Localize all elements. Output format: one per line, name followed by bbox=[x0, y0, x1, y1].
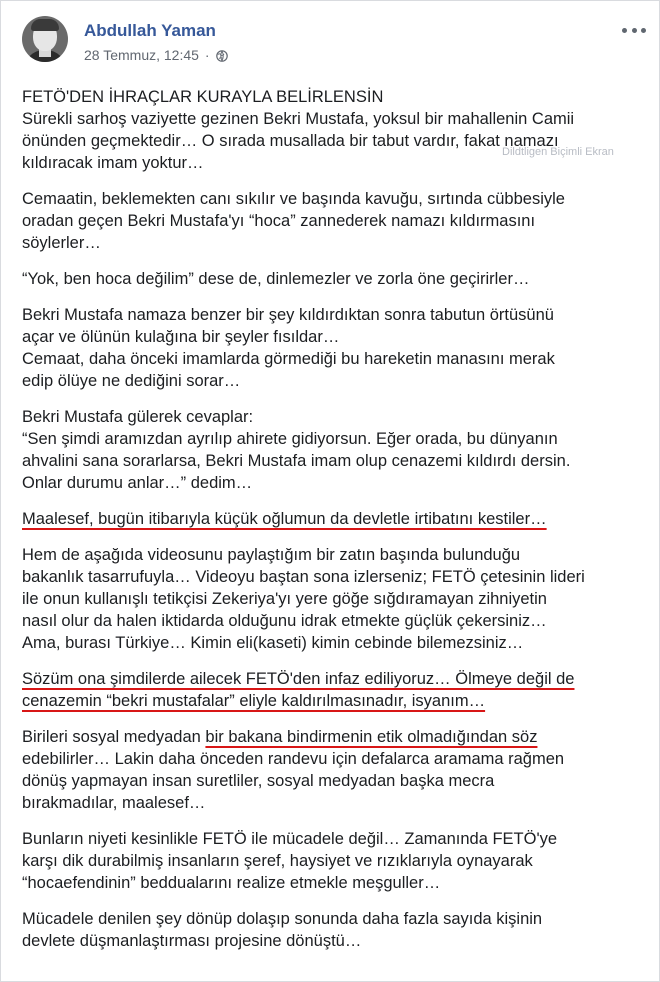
text-line: edebilirler… Lakin daha önceden randevu için defalarca aramama rağmen bbox=[22, 750, 565, 768]
text-line bbox=[22, 726, 644, 748]
text-line: dönüş yapmayan insan suretliler, sosyal medyadan başka mecra bbox=[22, 772, 495, 790]
text-line: Bunların niyeti kesinlikle FETÖ ile mücadele değil… Zamanında FETÖ'ye bbox=[22, 830, 558, 848]
meta-separator: · bbox=[204, 47, 210, 63]
author-name[interactable]: Abdullah Yaman bbox=[84, 21, 216, 40]
text-line: “hocaefendinin” beddualarını realize etmekle meşguller… bbox=[22, 874, 441, 892]
avatar[interactable] bbox=[22, 16, 68, 62]
paragraph-4 bbox=[22, 304, 644, 392]
text-line: ahvalini sana sorarlarsa, Bekri Mustafa imam olup cenazemi kıldırdı dersin. bbox=[22, 452, 571, 470]
text-line: Ama, burası Türkiye… Kimin eli(kaseti) kimin cebinde bilemezsiniz… bbox=[22, 634, 524, 652]
paragraph-1 bbox=[22, 86, 644, 174]
text-line: açar ve ölünün kulağına bir şeyler fısıldar… bbox=[22, 328, 340, 346]
text-line: Sürekli sarhoş vaziyette gezinen Bekri Mustafa, yoksul bir mahallenin Camii bbox=[22, 110, 575, 128]
text-segment: Birileri sosyal medyadan bbox=[22, 728, 206, 746]
paragraph-9 bbox=[22, 726, 644, 814]
post-body bbox=[22, 86, 644, 966]
globe-icon[interactable] bbox=[216, 49, 228, 61]
text-line: bırakmadılar, maalesef… bbox=[22, 794, 206, 812]
text-line: “Sen şimdi aramızdan ayrılıp ahirete gidiyorsun. Eğer orada, bu dünyanın bbox=[22, 430, 558, 448]
text-line: nasıl olur da halen iktidarda olduğunu idrak etmekte güçlük çekersiniz… bbox=[22, 612, 547, 630]
overlay-ghost-text: Dildtligen Biçimli Ekran bbox=[502, 146, 614, 158]
paragraph-8 bbox=[22, 668, 644, 712]
paragraph-10 bbox=[22, 828, 644, 894]
text-line: Onlar durumu anlar…” dedim… bbox=[22, 474, 253, 492]
paragraph-7 bbox=[22, 544, 644, 654]
underlined-text-line: Sözüm ona şimdilerde ailecek FETÖ'den infaz ediliyoruz… Ölmeye değil de bbox=[22, 670, 575, 688]
text-line: karşı dik durabilmiş insanların şeref, haysiyet ve rızıklarıyla oynayarak bbox=[22, 852, 533, 870]
post-meta bbox=[84, 47, 228, 63]
text-line: Bekri Mustafa gülerek cevaplar: bbox=[22, 408, 254, 426]
paragraph-2 bbox=[22, 188, 644, 254]
text-line: söylerler… bbox=[22, 234, 101, 252]
text-line: kıldıracak imam yoktur… bbox=[22, 154, 204, 172]
text-line: edip ölüye ne dediğini sorar… bbox=[22, 372, 241, 390]
text-line: Mücadele denilen şey dönüp dolaşıp sonunda daha fazla sayıda kişinin bbox=[22, 910, 543, 928]
text-line: Bekri Mustafa namaza benzer bir şey kıldırdıktan sonra tabutun örtüsünü bbox=[22, 306, 554, 324]
text-line: Cemaatin, beklemekten canı sıkılır ve başında kavuğu, sırtında cübbesiyle bbox=[22, 190, 565, 208]
text-line: bakanlık tasarrufuyla… Videoyu baştan sona izlerseniz; FETÖ çetesinin lideri bbox=[22, 568, 585, 586]
post-headline: FETÖ'DEN İHRAÇLAR KURAYLA BELİRLENSİN bbox=[22, 88, 384, 106]
text-line: oradan geçen Bekri Mustafa'yı “hoca” zannederek namazı kıldırmasını bbox=[22, 212, 536, 230]
text-line: Cemaat, daha önceki imamlarda görmediği bu hareketin manasını merak bbox=[22, 350, 555, 368]
avatar-hair bbox=[31, 19, 59, 31]
paragraph-5 bbox=[22, 406, 644, 494]
text-line: Hem de aşağıda videosunu paylaştığım bir zatın başında bulunduğu bbox=[22, 546, 521, 564]
underlined-text-line: cenazemin “bekri mustafalar” eliyle kaldırılmasınadır, isyanım… bbox=[22, 692, 486, 710]
post-date[interactable]: 28 Temmuz, 12:45 bbox=[84, 47, 199, 63]
underlined-text-segment: bir bakana bindirmenin etik olmadığından söz bbox=[205, 728, 538, 746]
text-line: “Yok, ben hoca değilim” dese de, dinlemezler ve zorla öne geçirirler… bbox=[22, 270, 530, 288]
paragraph-11 bbox=[22, 908, 644, 952]
paragraph-6 bbox=[22, 508, 644, 530]
paragraph-3 bbox=[22, 268, 644, 290]
text-line: ile onun kullanışlı tetikçisi Zekeriya'yı yere göğe sığdıramayan zihniyetin bbox=[22, 590, 547, 608]
ellipsis-icon[interactable] bbox=[622, 24, 646, 36]
underlined-text-line: Maalesef, bugün itibarıyla küçük oğlumun da devletle irtibatını kestiler… bbox=[22, 510, 547, 528]
text-line: devlete düşmanlaştırması projesine dönüştü… bbox=[22, 932, 362, 950]
text-line: önünden geçmektedir… O sırada musallada bir tabut vardır, fakat namazı bbox=[22, 132, 559, 150]
